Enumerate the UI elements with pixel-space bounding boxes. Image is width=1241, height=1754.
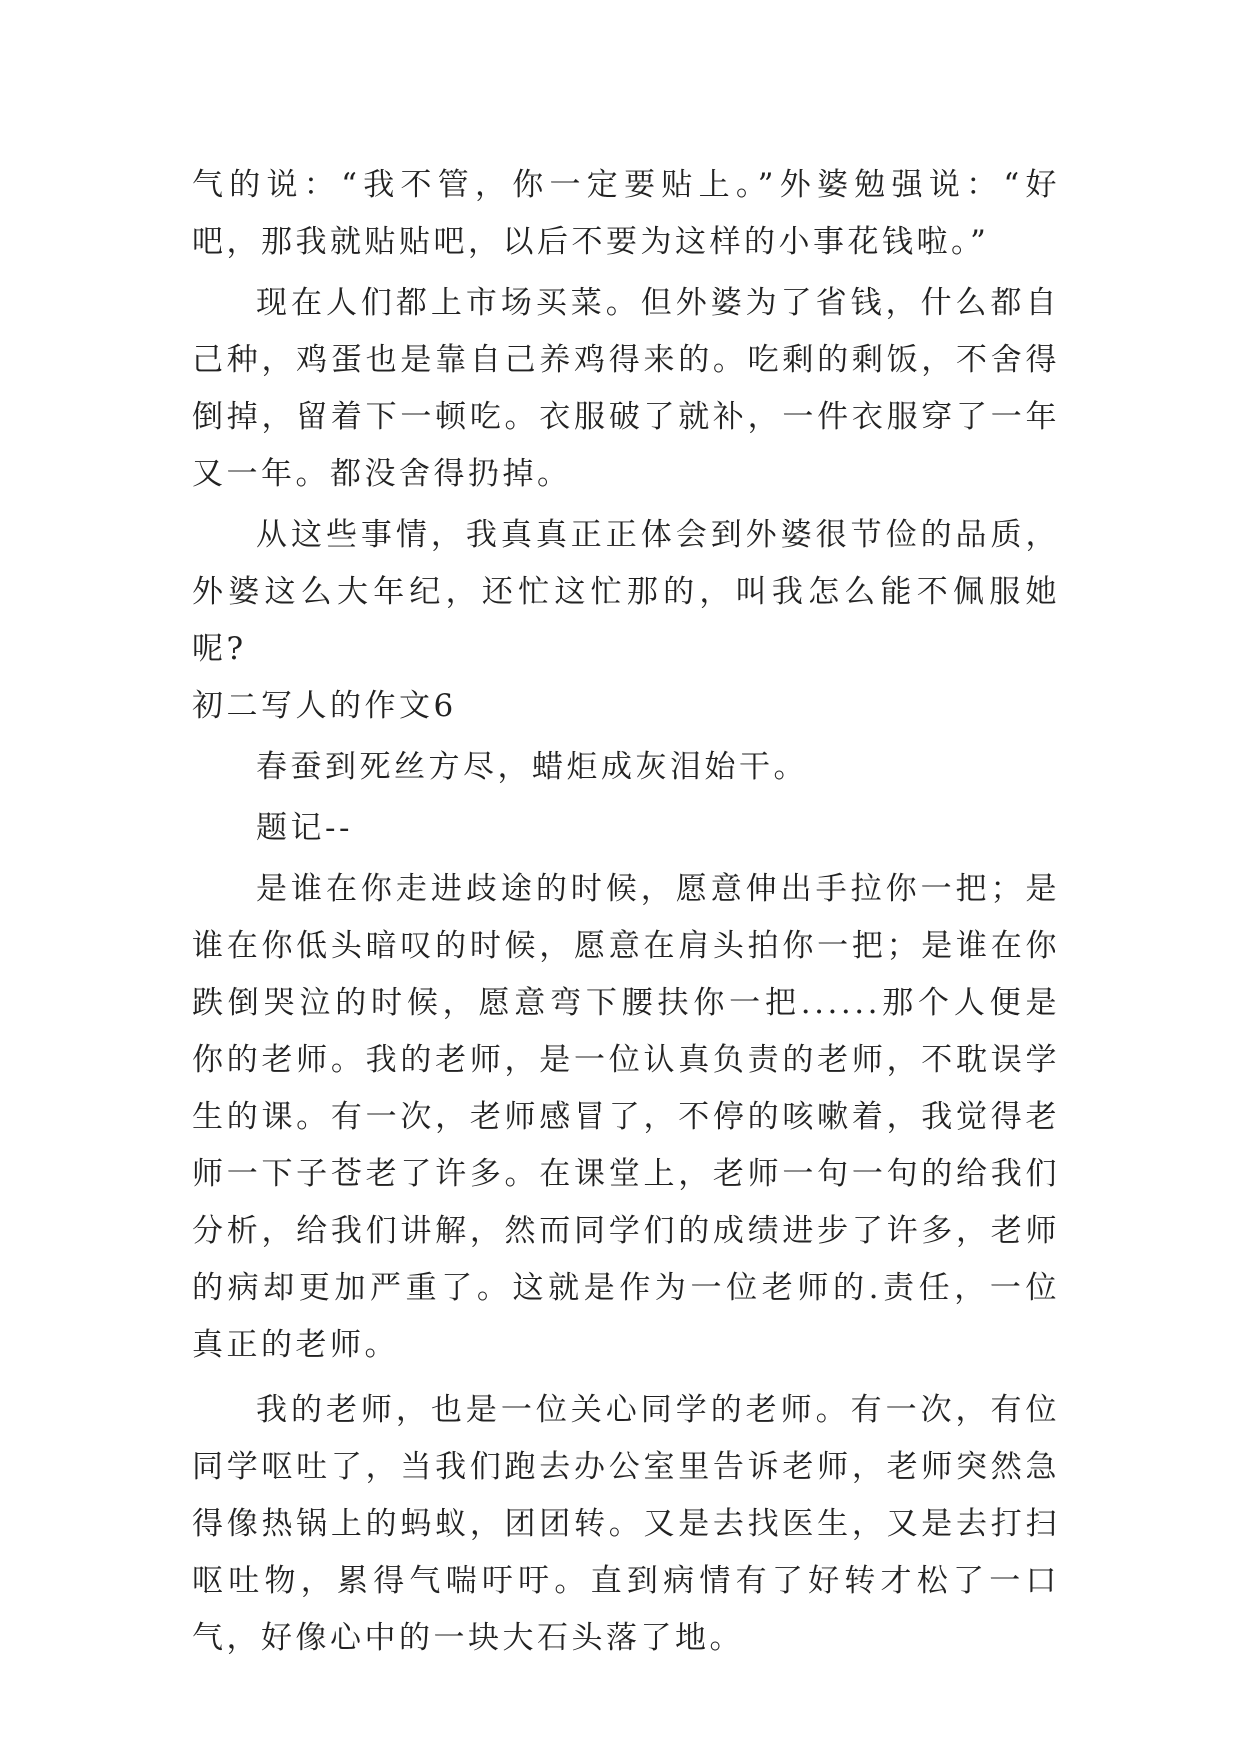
paragraph-epigraph-poem: 春蚕到死丝方尽，蜡炬成灰泪始干。: [256, 749, 808, 785]
section-heading: 初二写人的作文6: [192, 688, 457, 724]
paragraph-grandma-admire: 从这些事情，我真真正正体会到外婆很节俭的品质，外婆这么大年纪，还忙这忙那的，叫我怎么能不佩服她呢?: [192, 517, 1060, 667]
paragraph-grandma-frugal: 现在人们都上市场买菜。但外婆为了省钱，什么都自己种，鸡蛋也是靠自己养鸡得来的。吃剩的剩饭，不舍得倒掉，留着下一顿吃。衣服破了就补，一件衣服穿了一年又一年。都没舍得扔掉。: [192, 285, 1060, 492]
paragraph-teacher-caring: 我的老师，也是一位关心同学的老师。有一次，有位同学呕吐了，当我们跑去办公室里告诉老师，老师突然急得像热锅上的蚂蚁，团团转。又是去找医生，又是去打扫呕吐物，累得气喘吁吁。直到病情有了好转才松了一口气，好像心中的一块大石头落了地。: [192, 1392, 1060, 1656]
paragraph-teacher-responsible: 是谁在你走进歧途的时候，愿意伸出手拉你一把；是谁在你低头暗叹的时候，愿意在肩头拍你一把；是谁在你跌倒哭泣的时候，愿意弯下腰扶你一把......那个人便是你的老师。我的老师，是一位认真负责的老师，不耽误学生的课。有一次，老师感冒了，不停的咳嗽着，我觉得老师一下子苍老了许多。在课堂上，老师一句一句的给我们分析，给我们讲解，然而同学们的成绩进步了许多，老师的病却更加严重了。这就是作为一位老师的.责任，一位真正的老师。: [192, 871, 1060, 1363]
paragraph-epigraph-label: 题记--: [256, 810, 353, 846]
document-body: [192, 157, 1060, 1667]
paragraph-grandma-sticker: 气的说：“我不管，你一定要贴上。”外婆勉强说：“好吧，那我就贴贴吧，以后不要为这样的小事花钱啦。”: [192, 167, 1060, 260]
